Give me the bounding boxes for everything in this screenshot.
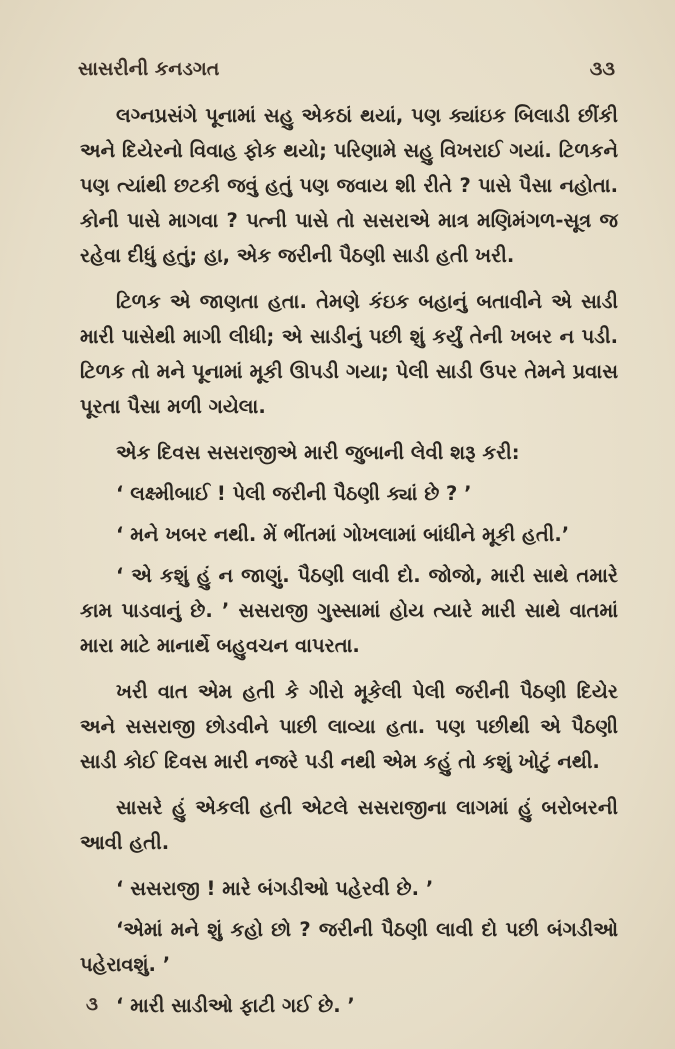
page-header [78, 54, 615, 84]
signature-mark: ૩ [86, 994, 98, 1015]
dialogue-line: ‘એમાં મને શું કહો છો ? જરીની પૈઠણી લાવી દો પછી બંગડીઓ પહેરાવશું. ’ [80, 918, 618, 976]
paragraph: ટિળક એ જાણતા હતા. તેમણે કંઇક બહાનું બતાવીને એ સાડી મારી પાસેથી માગી લીધી; એ સાડીનું પછી શું કર્યું તેની ખબર ન પડી. ટિળક તો મને પૂનામાં મૂકી ઊપડી ગયા; પેલી સાડી ઉપર તેમને પ્રવાસ પૂરતા પૈસા મળી ગયેલા. [80, 290, 618, 418]
page-body [80, 98, 618, 1023]
dialogue-line: ‘ લક્ષ્મીબાઈ ! પેલી જરીની પૈઠણી ક્યાં છે ? ’ [116, 482, 472, 505]
dialogue-line: ‘ મારી સાડીઓ ફાટી ગઈ છે. ’ [116, 994, 355, 1017]
dialogue-line: ‘ સસરાજી ! મારે બંગડીઓ પહેરવી છે. ’ [116, 877, 434, 900]
dialogue-line: ‘ મને ખબર નથી. મેં ભીંતમાં ગોખલામાં બાંધીને મૂકી હતી.’ [116, 523, 570, 546]
paragraph: લગ્નપ્રસંગે પૂનામાં સહુ એકઠાં થયાં, પણ ક્યાંઇક બિલાડી છીંકી અને દિયેરનો વિવાહ ફોક થયો; પરિણામે સહુ વિખરાઈ ગયાં. ટિળકને પણ ત્યાંથી છટકી જવું હતું પણ જવાય શી રીતે ? પાસે પૈસા નહોતા. કોની પાસે માગવા ? પત્ની પાસે તો સસરાએ માત્ર મણિમંગળ-સૂત્ર જ રહેવા દીધું હતું; હા, એક જરીની પૈઠણી સાડી હતી ખરી. [80, 104, 618, 267]
running-title: સાસરીની કનડગત [78, 58, 220, 80]
paragraph: સાસરે હું એકલી હતી એટલે સસરાજીના લાગમાં હું બરોબરની આવી હતી. [80, 796, 618, 854]
paragraph: ખરી વાત એમ હતી કે ગીરો મૂકેલી પેલી જરીની પૈઠણી દિયેર અને સસરાજી છોડવીને પાછી લાવ્યા હતા. પણ પછીથી એ પૈઠણી સાડી કોઈ દિવસ મારી નજરે પડી નથી એમ કહું તો કશું ખોટું નથી. [80, 680, 618, 773]
paragraph: ‘ એ કશું હું ન જાણું. પૈઠણી લાવી દો. જોજો, મારી સાથે તમારે કામ પાડવાનું છે. ’ સસરાજી ગુસ્સામાં હોય ત્યારે મારી સાથે વાતમાં મારા માટે માનાર્થે બહુવચન વાપરતા. [80, 564, 618, 657]
page-number: ૩૩ [589, 58, 615, 80]
paragraph: એક દિવસ સસરાજીએ મારી જુબાની લેવી શરૂ કરી: [116, 441, 520, 464]
